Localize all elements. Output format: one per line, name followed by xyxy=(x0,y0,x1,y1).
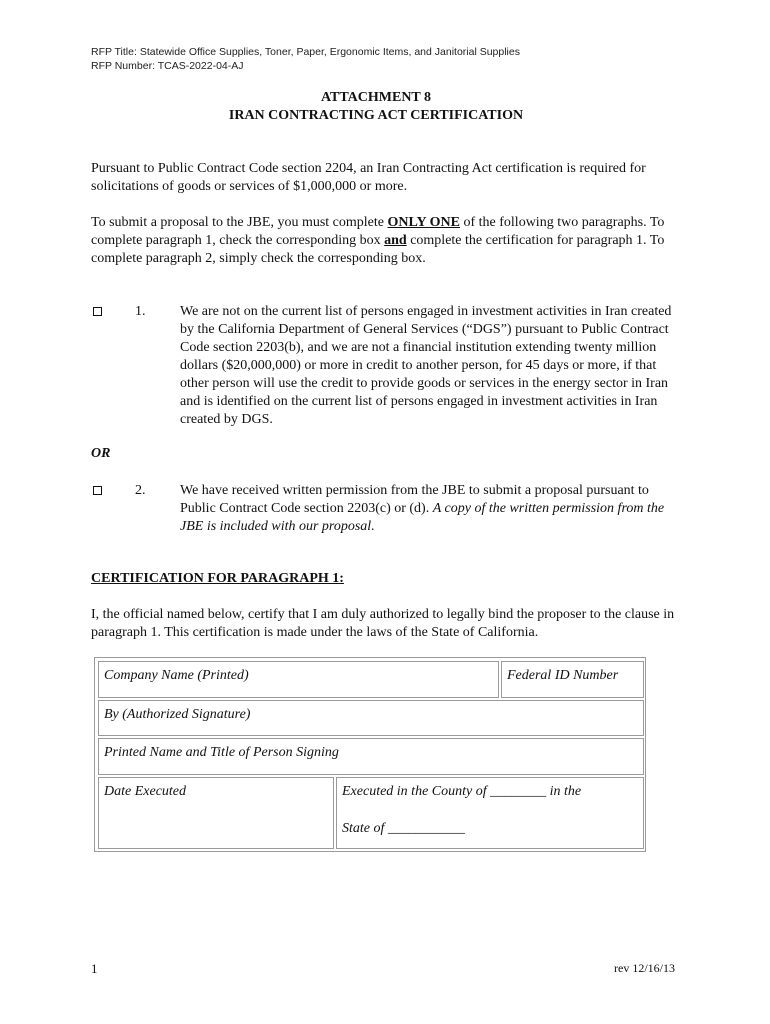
county-field[interactable] xyxy=(336,777,644,849)
document-title: IRAN CONTRACTING ACT CERTIFICATION xyxy=(228,108,524,123)
instructions-text-c: complete the certification for paragraph 1. To complete paragraph 2, simply check the corresponding box. xyxy=(91,233,665,266)
rfp-number: RFP Number: TCAS-2022-04-AJ xyxy=(91,60,244,72)
certification-form xyxy=(94,657,646,852)
state-label: State of ___________ xyxy=(342,821,465,836)
federal-id-label: Federal ID Number xyxy=(507,668,619,683)
instructions-text-a: To submit a proposal to the JBE, you must complete xyxy=(91,215,388,230)
only-one-emphasis: ONLY ONE xyxy=(387,215,460,230)
signature-label: By (Authorized Signature) xyxy=(104,707,251,722)
option-2-text xyxy=(180,482,685,536)
option-2-number: 2. xyxy=(135,483,146,498)
county-label: Executed in the County of ________ in the xyxy=(342,784,582,799)
instructions-paragraph xyxy=(91,214,691,268)
printed-name-field[interactable] xyxy=(98,738,644,775)
option-2-checkbox[interactable] xyxy=(93,486,102,495)
rfp-title: RFP Title: Statewide Office Supplies, Toner, Paper, Ergonomic Items, and Janitorial Supplies xyxy=(91,46,520,58)
company-name-field[interactable] xyxy=(98,661,499,698)
signature-field[interactable] xyxy=(98,700,644,736)
option-1-checkbox[interactable] xyxy=(93,307,102,316)
option-1-text: We are not on the current list of persons engaged in investment activities in Iran created by the California Department of General Services (“DGS”) pursuant to Public Contract Code section 2203(b), and we are not a financial institution extending twenty million dollars ($20,000,000) or more in credit to another person, for 45 days or more, if that other person will use the credit to provide goods or services in the energy sector in Iran and is identified on the current list of persons engaged in investment activities in Iran created by DGS. xyxy=(180,304,672,427)
option-2-text-main: We have received written permission from the JBE to submit a proposal pursuant to Public Contract Code section 2203(c) or (d). xyxy=(180,483,649,516)
option-1-number: 1. xyxy=(135,304,146,319)
date-executed-label: Date Executed xyxy=(104,784,187,799)
intro-paragraph: Pursuant to Public Contract Code section 2204, an Iran Contracting Act certification is required for solicitations of goods or services of $1,000,000 or more. xyxy=(91,161,646,194)
page-number: 1 xyxy=(91,961,98,976)
company-name-label: Company Name (Printed) xyxy=(104,668,249,683)
or-separator: OR xyxy=(91,446,111,461)
instructions-text-b: of the following two paragraphs. To complete paragraph 1, check the corresponding box xyxy=(91,215,665,248)
printed-name-label: Printed Name and Title of Person Signing xyxy=(104,745,339,760)
revision-date: rev 12/16/13 xyxy=(614,961,675,975)
date-executed-field[interactable] xyxy=(98,777,334,849)
certification-heading: CERTIFICATION FOR PARAGRAPH 1: xyxy=(91,571,344,586)
certification-statement: I, the official named below, certify that I am duly authorized to legally bind the proposer to the clause in paragraph 1. This certification is made under the laws of the State of California. xyxy=(91,607,675,640)
and-emphasis: and xyxy=(384,233,407,248)
attachment-title: ATTACHMENT 8 xyxy=(320,90,432,105)
option-2-text-note: A copy of the written permission from the JBE is included with our proposal. xyxy=(180,501,665,534)
federal-id-field[interactable] xyxy=(501,661,644,698)
